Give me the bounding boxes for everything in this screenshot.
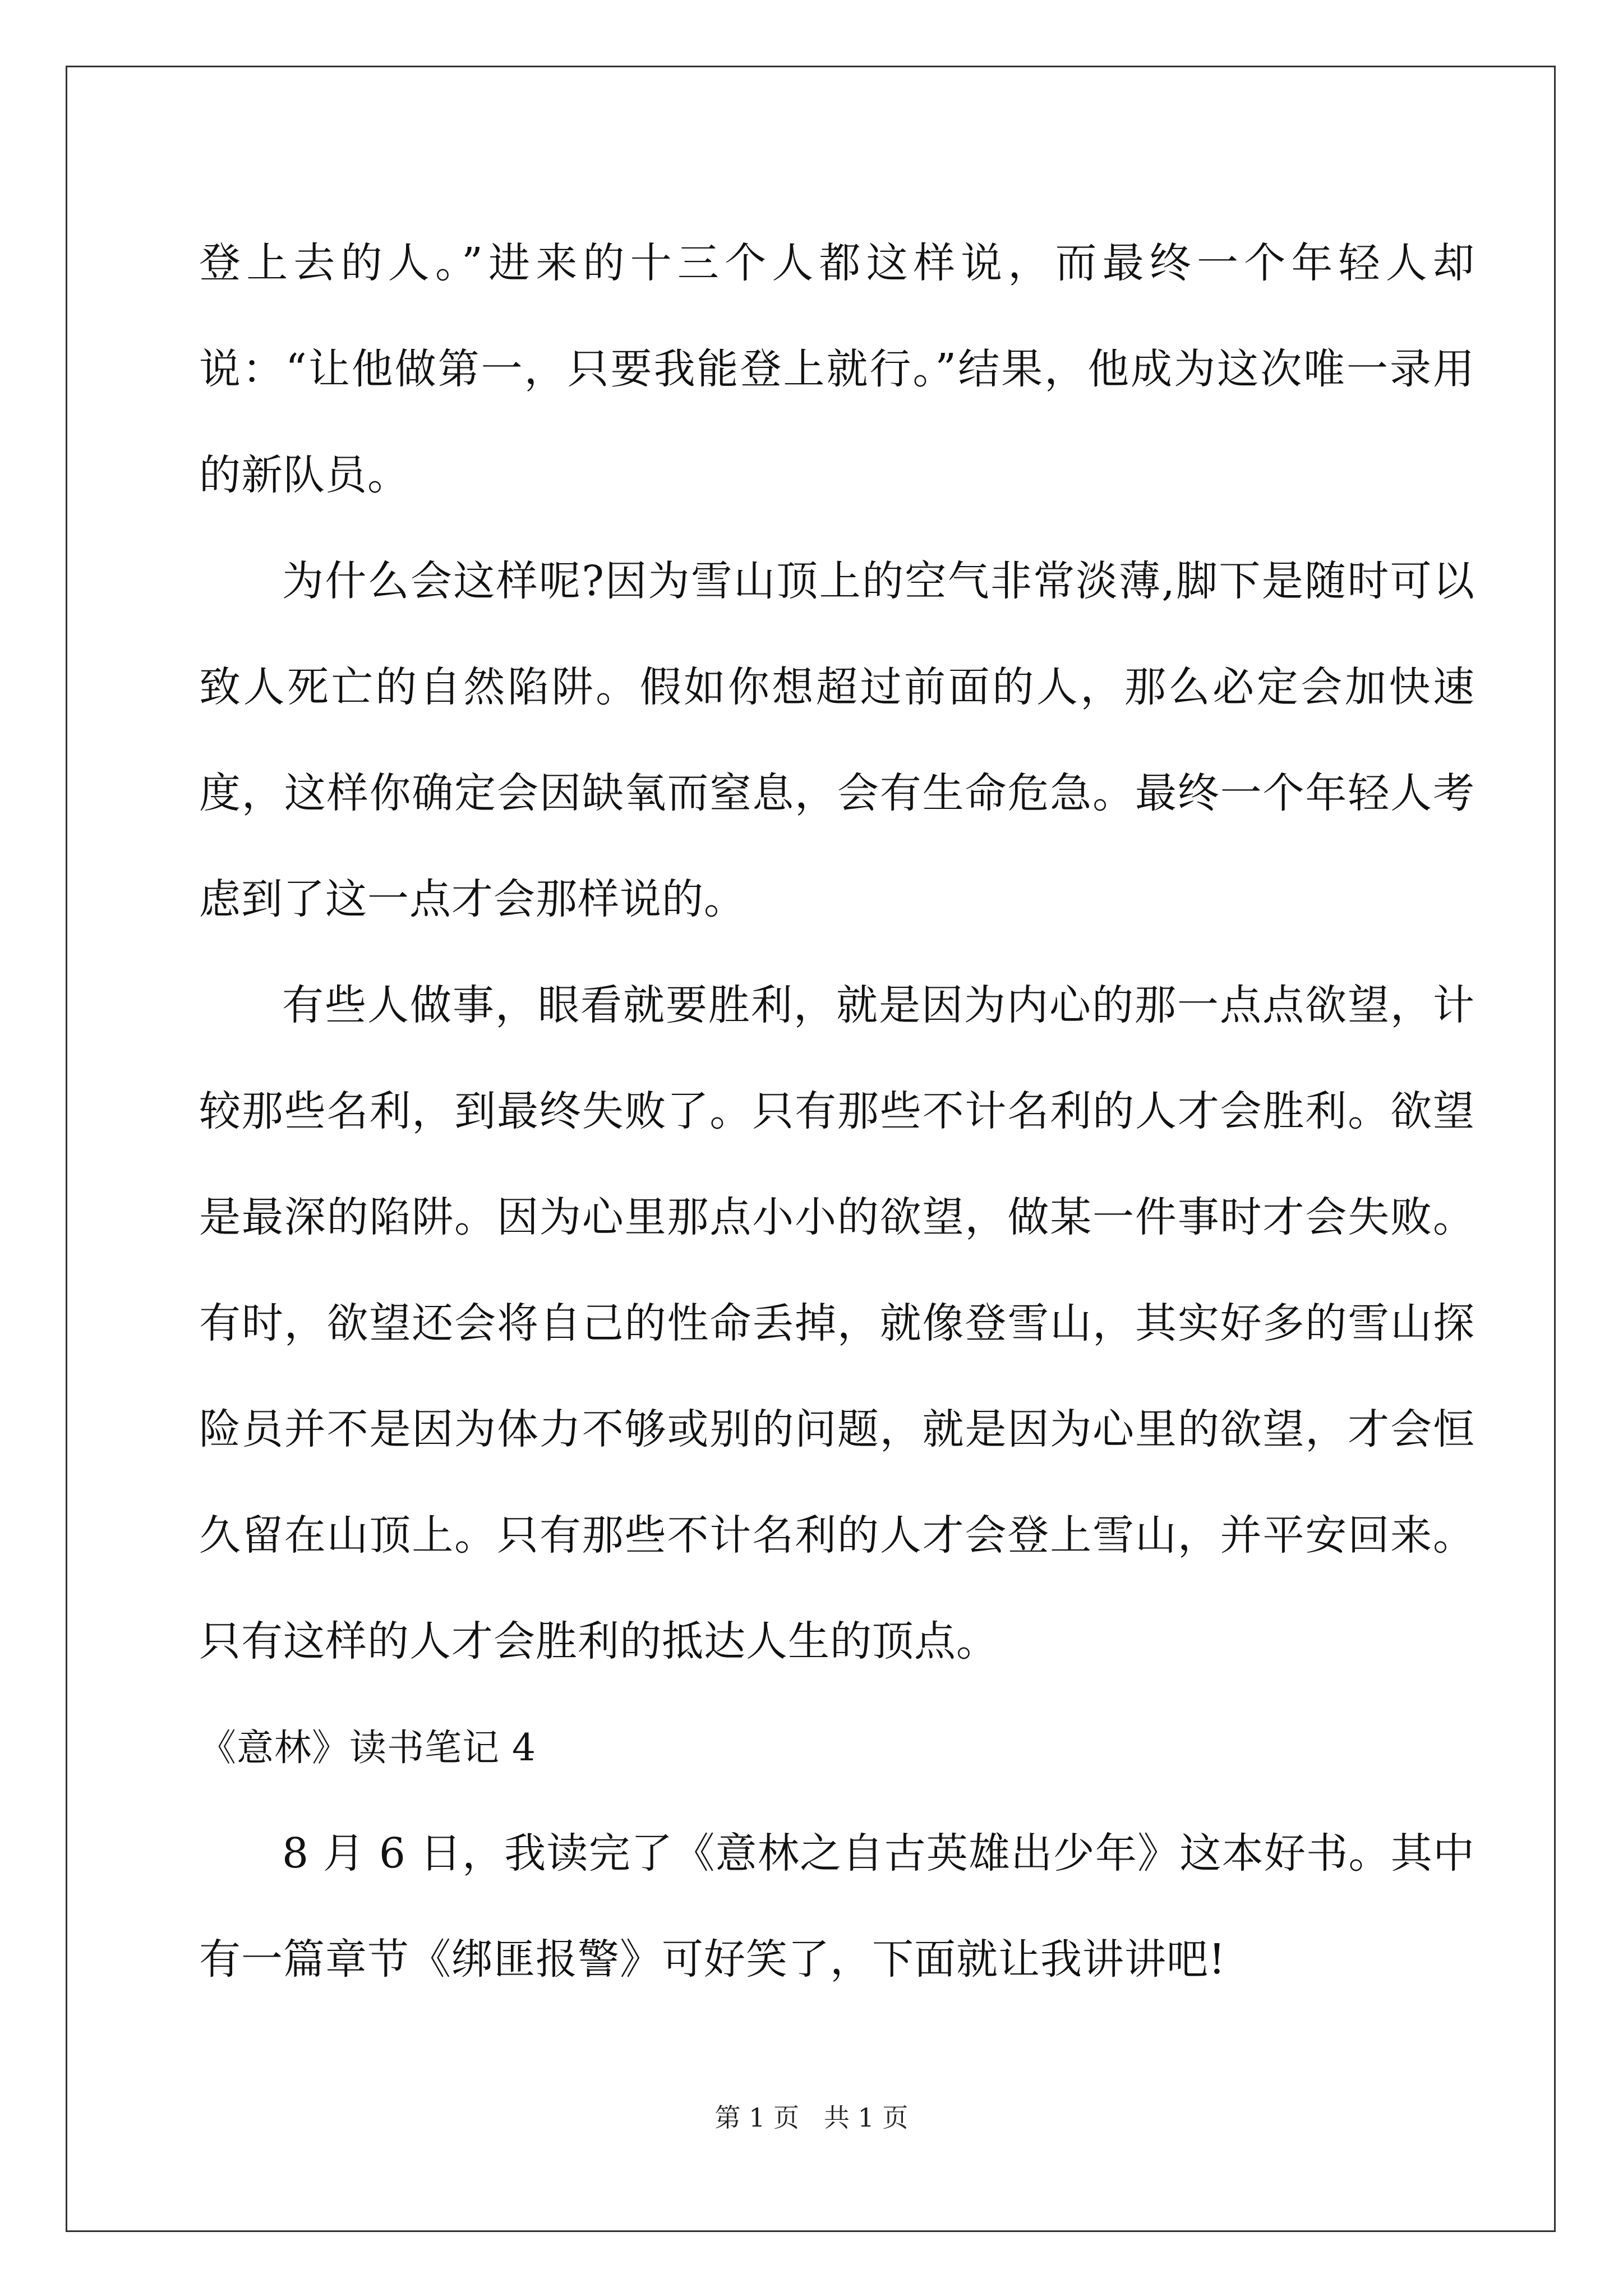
page-footer: 第 1 页 共 1 页 [714,2102,909,2133]
document-body [199,210,1475,2013]
section-heading: 《意林》读书笔记 4 [199,1726,536,1769]
paragraph-reason: 为什么会这样呢?因为雪山顶上的空气非常淡薄,脚下是随时可以致人死亡的自然陷阱。假如你想超过前面的人，那么必定会加快速度，这样你确定会因缺氧而窒息，会有生命危急。最终一个年轻人考虑到了这一点才会那样说的。 [199,557,1475,923]
paragraph-continuation: 登上去的人。”进来的十三个人都这样说，而最终一个年轻人却说：“让他做第一，只要我能登上就行。”结果，他成为这次唯一录用的新队员。 [199,239,1475,499]
paragraph-desire: 有些人做事，眼看就要胜利，就是因为内心的那一点点欲望，计较那些名利，到最终失败了。只有那些不计名利的人才会胜利。欲望是最深的陷阱。因为心里那点小小的欲望，做某一件事时才会失败。有时，欲望还会将自己的性命丢掉，就像登雪山，其实好多的雪山探险员并不是因为体力不够或别的问题，就是因为心里的欲望，才会恒久留在山顶上。只有那些不计名利的人才会登上雪山，并平安回来。只有这样的人才会胜利的抵达人生的顶点。 [199,981,1475,1665]
paragraph-reading-note: 8 月 6 日，我读完了《意林之自古英雄出少年》这本好书。其中有一篇章节《绑匪报警》可好笑了，下面就让我讲讲吧! [199,1829,1475,1984]
